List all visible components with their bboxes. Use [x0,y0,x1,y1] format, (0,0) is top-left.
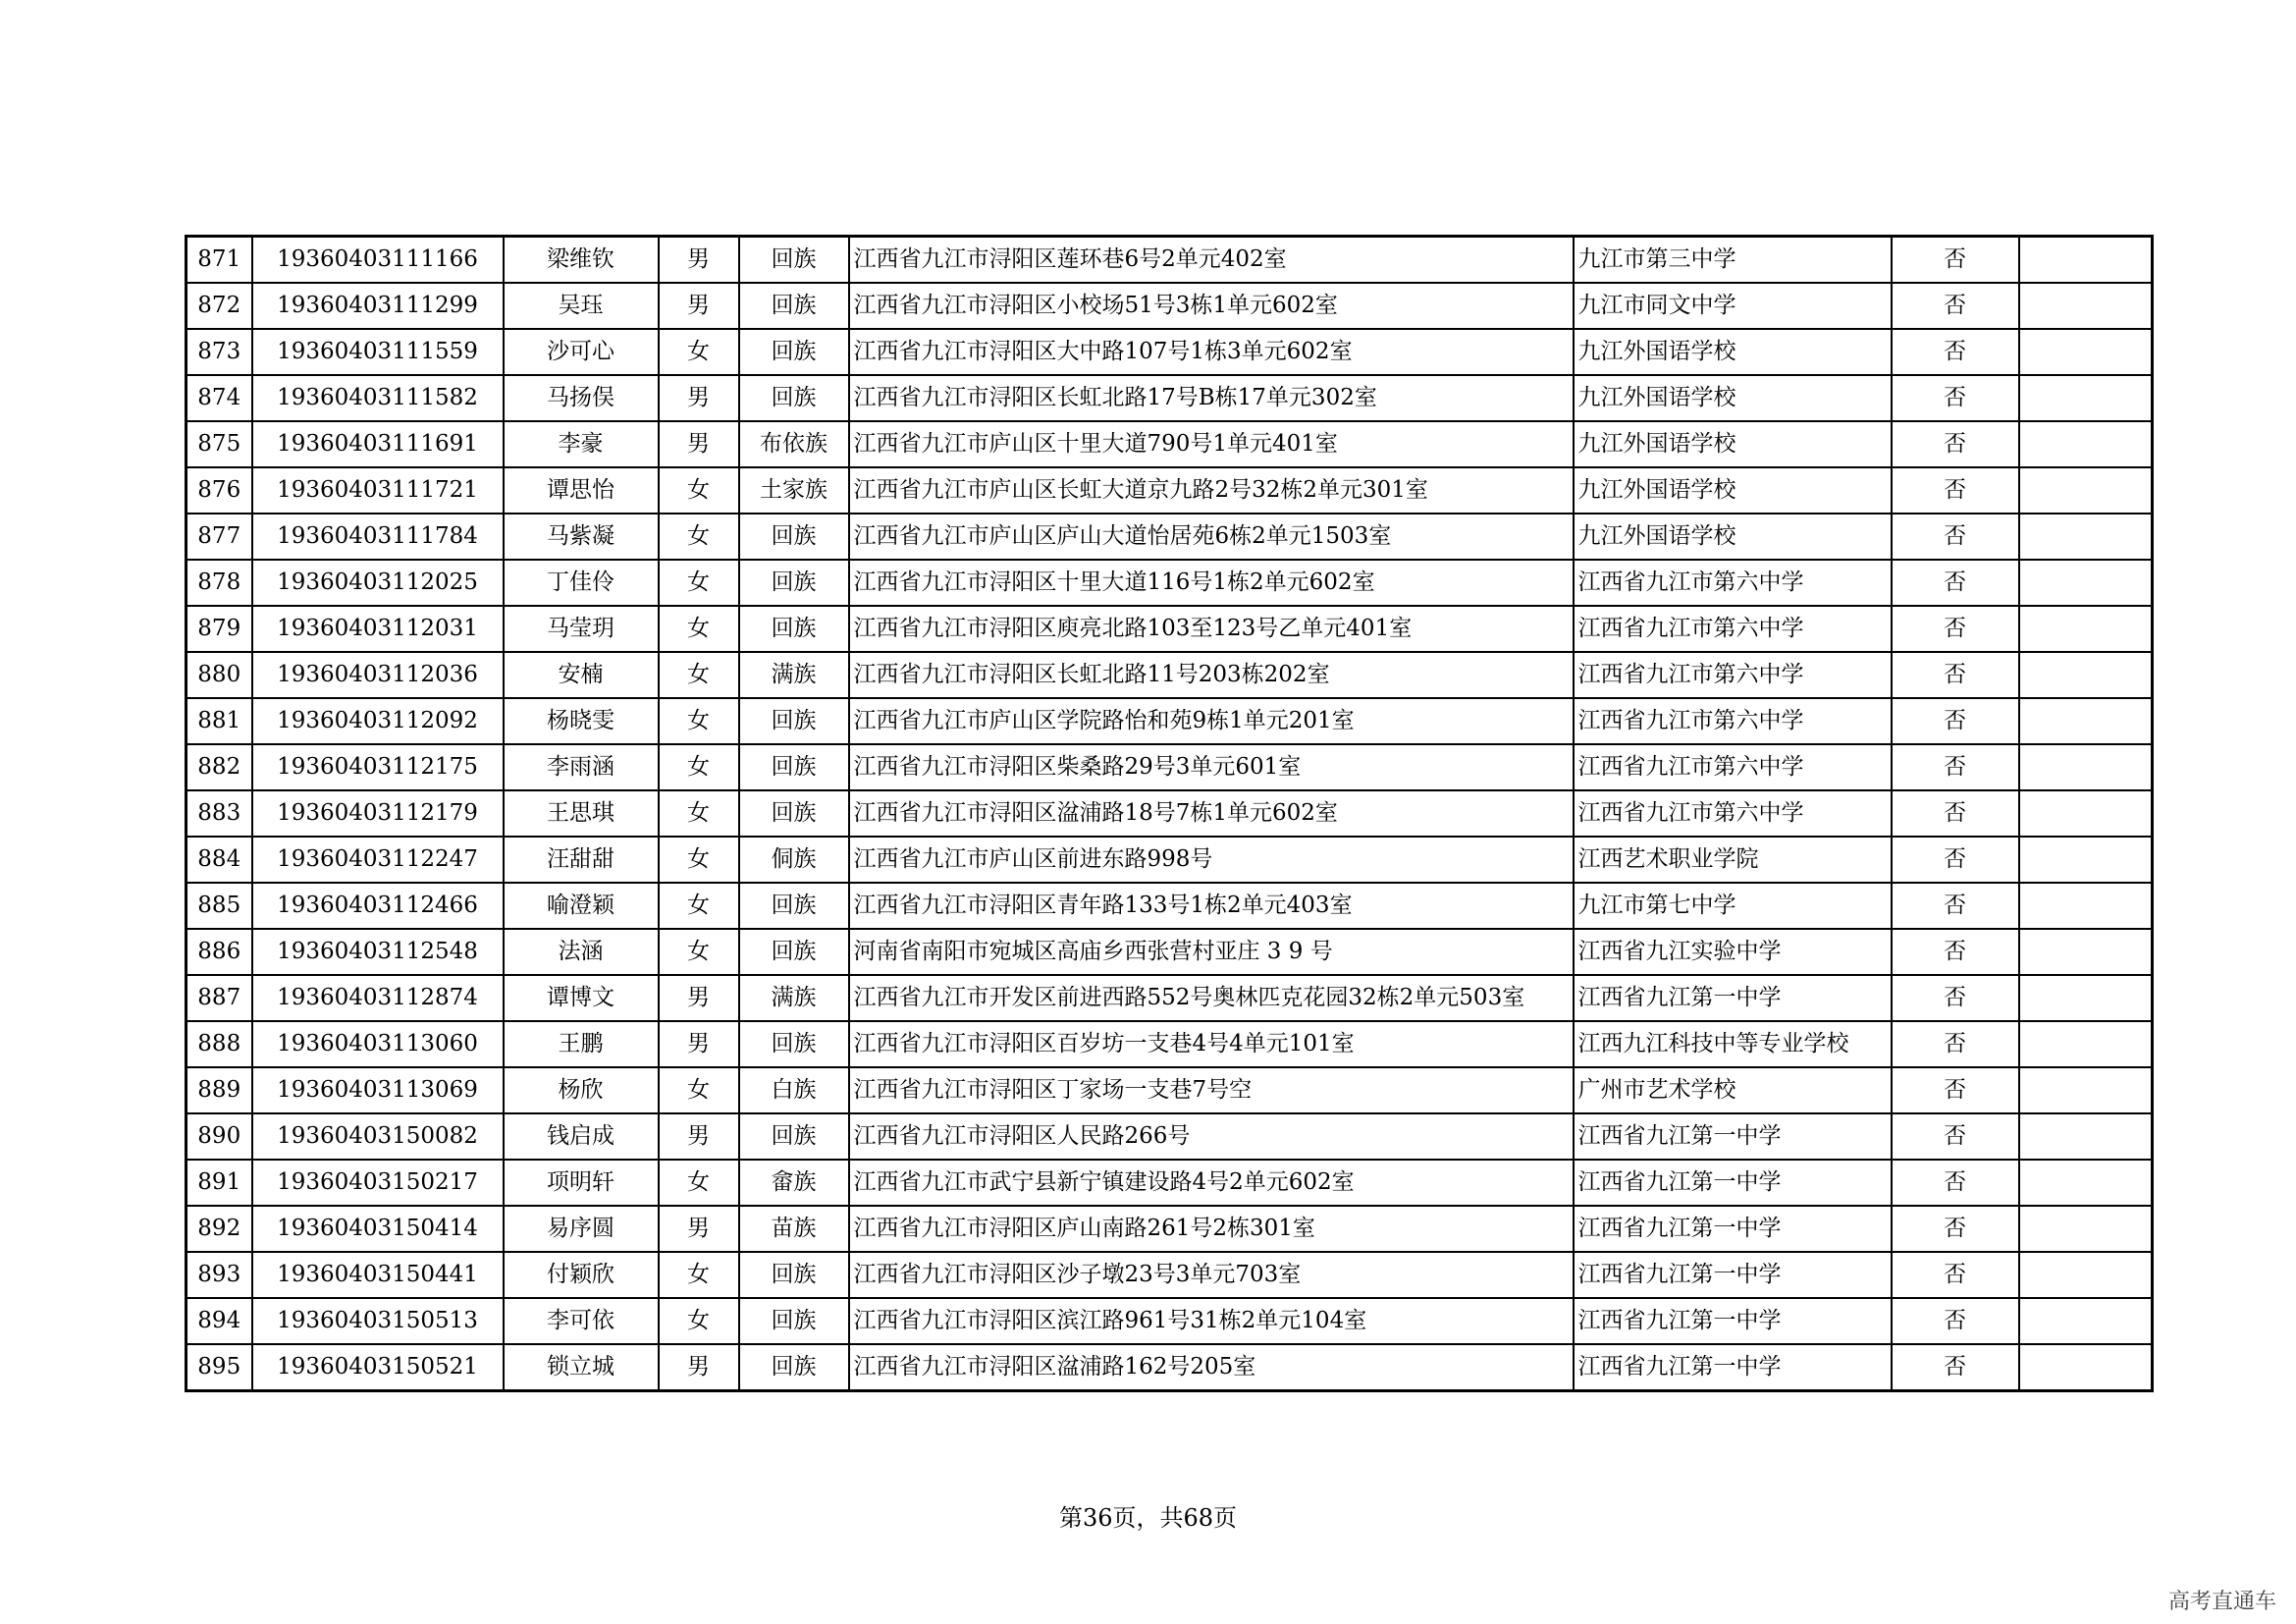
cell-ethnicity: 回族 [739,237,849,284]
cell-row-index: 893 [187,1252,252,1298]
cell-flag: 否 [1892,744,2019,790]
cell-exam-number: 19360403112874 [252,975,504,1021]
cell-flag: 否 [1892,1067,2019,1113]
cell-school: 九江外国语学校 [1574,375,1892,421]
cell-address: 江西省九江市浔阳区庐山南路261号2栋301室 [849,1206,1574,1252]
cell-name: 项明轩 [504,1160,659,1206]
cell-flag: 否 [1892,560,2019,606]
table-row [187,744,2153,790]
cell-remark [2019,929,2153,975]
cell-flag: 否 [1892,652,2019,698]
cell-name: 马扬俣 [504,375,659,421]
cell-name: 王思琪 [504,790,659,837]
cell-school: 江西省九江市第六中学 [1574,606,1892,652]
cell-address: 江西省九江市庐山区十里大道790号1单元401室 [849,421,1574,467]
cell-gender: 男 [659,1021,739,1067]
cell-school: 九江外国语学校 [1574,514,1892,560]
cell-address: 江西省九江市浔阳区湓浦路162号205室 [849,1344,1574,1391]
cell-exam-number: 19360403112036 [252,652,504,698]
cell-ethnicity: 回族 [739,1252,849,1298]
cell-exam-number: 19360403150414 [252,1206,504,1252]
cell-exam-number: 19360403112175 [252,744,504,790]
cell-flag: 否 [1892,929,2019,975]
cell-gender: 女 [659,837,739,883]
cell-name: 吴珏 [504,283,659,329]
cell-address: 江西省九江市浔阳区滨江路961号31栋2单元104室 [849,1298,1574,1344]
cell-row-index: 881 [187,698,252,744]
cell-gender: 男 [659,375,739,421]
watermark: 高考直通车 [2167,1590,2276,1614]
cell-flag: 否 [1892,790,2019,837]
table-row [187,1021,2153,1067]
cell-flag: 否 [1892,883,2019,929]
cell-row-index: 887 [187,975,252,1021]
cell-name: 李豪 [504,421,659,467]
cell-flag: 否 [1892,1344,2019,1391]
cell-flag: 否 [1892,837,2019,883]
cell-address: 江西省九江市浔阳区小校场51号3栋1单元602室 [849,283,1574,329]
cell-school: 九江外国语学校 [1574,421,1892,467]
cell-row-index: 886 [187,929,252,975]
cell-gender: 男 [659,1206,739,1252]
cell-row-index: 873 [187,329,252,375]
cell-remark [2019,283,2153,329]
cell-gender: 女 [659,790,739,837]
cell-ethnicity: 回族 [739,1021,849,1067]
cell-ethnicity: 侗族 [739,837,849,883]
page-number: 第36页，共68页 [1058,1504,1238,1532]
cell-ethnicity: 回族 [739,744,849,790]
cell-remark [2019,1113,2153,1160]
cell-exam-number: 19360403112031 [252,606,504,652]
cell-ethnicity: 布依族 [739,421,849,467]
cell-exam-number: 19360403112025 [252,560,504,606]
cell-name: 钱启成 [504,1113,659,1160]
cell-remark [2019,1298,2153,1344]
cell-remark [2019,790,2153,837]
cell-name: 李可依 [504,1298,659,1344]
cell-ethnicity: 回族 [739,606,849,652]
table-row [187,467,2153,514]
cell-gender: 男 [659,421,739,467]
cell-ethnicity: 回族 [739,883,849,929]
cell-exam-number: 19360403112247 [252,837,504,883]
cell-gender: 女 [659,744,739,790]
cell-remark [2019,421,2153,467]
cell-school: 江西省九江第一中学 [1574,1298,1892,1344]
cell-flag: 否 [1892,421,2019,467]
cell-address: 江西省九江市浔阳区庾亮北路103至123号乙单元401室 [849,606,1574,652]
cell-gender: 女 [659,606,739,652]
cell-remark [2019,375,2153,421]
cell-gender: 男 [659,1344,739,1391]
cell-row-index: 892 [187,1206,252,1252]
table-row [187,1252,2153,1298]
cell-name: 王鹏 [504,1021,659,1067]
cell-school: 江西省九江实验中学 [1574,929,1892,975]
cell-flag: 否 [1892,1021,2019,1067]
cell-gender: 男 [659,975,739,1021]
cell-name: 李雨涵 [504,744,659,790]
cell-address: 江西省九江市浔阳区十里大道116号1栋2单元602室 [849,560,1574,606]
cell-row-index: 876 [187,467,252,514]
cell-school: 九江市同文中学 [1574,283,1892,329]
cell-address: 江西省九江市浔阳区莲环巷6号2单元402室 [849,237,1574,284]
cell-row-index: 895 [187,1344,252,1391]
cell-remark [2019,883,2153,929]
cell-remark [2019,1206,2153,1252]
cell-row-index: 877 [187,514,252,560]
cell-ethnicity: 回族 [739,514,849,560]
cell-flag: 否 [1892,1206,2019,1252]
cell-name: 杨欣 [504,1067,659,1113]
cell-ethnicity: 满族 [739,652,849,698]
cell-flag: 否 [1892,237,2019,284]
cell-row-index: 890 [187,1113,252,1160]
cell-address: 江西省九江市庐山区学院路怡和苑9栋1单元201室 [849,698,1574,744]
cell-ethnicity: 苗族 [739,1206,849,1252]
cell-gender: 女 [659,329,739,375]
cell-ethnicity: 土家族 [739,467,849,514]
cell-row-index: 874 [187,375,252,421]
cell-exam-number: 19360403111582 [252,375,504,421]
cell-gender: 女 [659,698,739,744]
cell-exam-number: 19360403112179 [252,790,504,837]
cell-address: 江西省九江市浔阳区大中路107号1栋3单元602室 [849,329,1574,375]
cell-remark [2019,1160,2153,1206]
cell-gender: 女 [659,652,739,698]
cell-address: 江西省九江市武宁县新宁镇建设路4号2单元602室 [849,1160,1574,1206]
cell-school: 江西省九江市第六中学 [1574,560,1892,606]
cell-row-index: 883 [187,790,252,837]
table-row [187,790,2153,837]
table-row [187,421,2153,467]
table-row [187,698,2153,744]
cell-remark [2019,237,2153,284]
table-row [187,1160,2153,1206]
cell-exam-number: 19360403113069 [252,1067,504,1113]
cell-name: 马紫凝 [504,514,659,560]
cell-ethnicity: 回族 [739,929,849,975]
cell-ethnicity: 回族 [739,329,849,375]
cell-address: 江西省九江市庐山区庐山大道怡居苑6栋2单元1503室 [849,514,1574,560]
cell-flag: 否 [1892,283,2019,329]
cell-school: 江西省九江第一中学 [1574,1113,1892,1160]
cell-flag: 否 [1892,375,2019,421]
cell-remark [2019,1021,2153,1067]
cell-exam-number: 19360403112548 [252,929,504,975]
records-table [185,235,2154,1392]
table-row [187,652,2153,698]
cell-row-index: 880 [187,652,252,698]
cell-row-index: 889 [187,1067,252,1113]
cell-flag: 否 [1892,698,2019,744]
cell-school: 江西省九江市第六中学 [1574,698,1892,744]
cell-school: 江西省九江市第六中学 [1574,652,1892,698]
cell-exam-number: 19360403150513 [252,1298,504,1344]
cell-ethnicity: 回族 [739,790,849,837]
cell-remark [2019,698,2153,744]
cell-flag: 否 [1892,975,2019,1021]
cell-row-index: 885 [187,883,252,929]
cell-exam-number: 19360403112466 [252,883,504,929]
cell-exam-number: 19360403111559 [252,329,504,375]
cell-exam-number: 19360403111721 [252,467,504,514]
cell-remark [2019,837,2153,883]
cell-ethnicity: 满族 [739,975,849,1021]
cell-gender: 女 [659,514,739,560]
cell-ethnicity: 回族 [739,1298,849,1344]
cell-row-index: 879 [187,606,252,652]
cell-address: 江西省九江市浔阳区青年路133号1栋2单元403室 [849,883,1574,929]
cell-ethnicity: 回族 [739,698,849,744]
cell-address: 江西省九江市开发区前进西路552号奥林匹克花园32栋2单元503室 [849,975,1574,1021]
cell-school: 九江市第七中学 [1574,883,1892,929]
cell-flag: 否 [1892,1298,2019,1344]
cell-name: 杨晓雯 [504,698,659,744]
cell-name: 易序圆 [504,1206,659,1252]
cell-gender: 男 [659,1113,739,1160]
cell-name: 汪甜甜 [504,837,659,883]
cell-remark [2019,744,2153,790]
cell-school: 江西省九江第一中学 [1574,975,1892,1021]
cell-remark [2019,467,2153,514]
cell-school: 江西省九江市第六中学 [1574,744,1892,790]
cell-flag: 否 [1892,467,2019,514]
cell-remark [2019,560,2153,606]
cell-exam-number: 19360403150217 [252,1160,504,1206]
cell-exam-number: 19360403112092 [252,698,504,744]
cell-school: 江西省九江第一中学 [1574,1160,1892,1206]
cell-remark [2019,606,2153,652]
cell-address: 江西省九江市浔阳区人民路266号 [849,1113,1574,1160]
cell-address: 江西省九江市浔阳区百岁坊一支巷4号4单元101室 [849,1021,1574,1067]
cell-name: 锁立城 [504,1344,659,1391]
cell-exam-number: 19360403111691 [252,421,504,467]
cell-gender: 女 [659,883,739,929]
cell-flag: 否 [1892,1252,2019,1298]
cell-gender: 女 [659,929,739,975]
cell-ethnicity: 回族 [739,1344,849,1391]
table-row [187,514,2153,560]
cell-remark [2019,1067,2153,1113]
cell-row-index: 882 [187,744,252,790]
table-row [187,1206,2153,1252]
cell-gender: 女 [659,1252,739,1298]
cell-school: 江西省九江市第六中学 [1574,790,1892,837]
cell-flag: 否 [1892,1160,2019,1206]
cell-row-index: 871 [187,237,252,284]
cell-address: 江西省九江市浔阳区丁家场一支巷7号空 [849,1067,1574,1113]
cell-exam-number: 19360403113060 [252,1021,504,1067]
cell-address: 江西省九江市庐山区长虹大道京九路2号32栋2单元301室 [849,467,1574,514]
cell-address: 江西省九江市浔阳区湓浦路18号7栋1单元602室 [849,790,1574,837]
table-row [187,1298,2153,1344]
cell-flag: 否 [1892,329,2019,375]
cell-exam-number: 19360403150082 [252,1113,504,1160]
cell-school: 江西九江科技中等专业学校 [1574,1021,1892,1067]
cell-address: 江西省九江市浔阳区长虹北路17号B栋17单元302室 [849,375,1574,421]
cell-exam-number: 19360403111784 [252,514,504,560]
cell-ethnicity: 回族 [739,375,849,421]
cell-school: 广州市艺术学校 [1574,1067,1892,1113]
table-row [187,283,2153,329]
cell-address: 江西省九江市浔阳区长虹北路11号203栋202室 [849,652,1574,698]
cell-remark [2019,975,2153,1021]
cell-remark [2019,1344,2153,1391]
table-row [187,329,2153,375]
cell-name: 沙可心 [504,329,659,375]
cell-name: 梁维钦 [504,237,659,284]
cell-flag: 否 [1892,1113,2019,1160]
table-row [187,883,2153,929]
cell-school: 九江市第三中学 [1574,237,1892,284]
cell-name: 喻澄颖 [504,883,659,929]
cell-row-index: 872 [187,283,252,329]
cell-school: 九江外国语学校 [1574,467,1892,514]
cell-gender: 女 [659,1298,739,1344]
cell-name: 丁佳伶 [504,560,659,606]
cell-gender: 女 [659,467,739,514]
table-row [187,560,2153,606]
cell-school: 江西省九江第一中学 [1574,1344,1892,1391]
cell-name: 付颖欣 [504,1252,659,1298]
cell-row-index: 891 [187,1160,252,1206]
cell-school: 九江外国语学校 [1574,329,1892,375]
table-row [187,837,2153,883]
cell-remark [2019,1252,2153,1298]
table-row [187,606,2153,652]
cell-row-index: 888 [187,1021,252,1067]
cell-ethnicity: 白族 [739,1067,849,1113]
cell-name: 马莹玥 [504,606,659,652]
cell-ethnicity: 回族 [739,283,849,329]
cell-gender: 男 [659,283,739,329]
table-row [187,237,2153,284]
cell-address: 江西省九江市浔阳区柴桑路29号3单元601室 [849,744,1574,790]
cell-gender: 女 [659,1160,739,1206]
cell-address: 江西省九江市浔阳区沙子墩23号3单元703室 [849,1252,1574,1298]
cell-row-index: 884 [187,837,252,883]
table-row [187,975,2153,1021]
table-row [187,1344,2153,1391]
cell-row-index: 878 [187,560,252,606]
cell-exam-number: 19360403111299 [252,283,504,329]
cell-school: 江西省九江第一中学 [1574,1206,1892,1252]
cell-school: 江西省九江第一中学 [1574,1252,1892,1298]
cell-school: 江西艺术职业学院 [1574,837,1892,883]
cell-remark [2019,652,2153,698]
cell-gender: 女 [659,560,739,606]
cell-name: 谭博文 [504,975,659,1021]
cell-flag: 否 [1892,514,2019,560]
table-row [187,375,2153,421]
cell-ethnicity: 回族 [739,560,849,606]
cell-row-index: 875 [187,421,252,467]
table-row [187,1113,2153,1160]
cell-exam-number: 19360403150521 [252,1344,504,1391]
cell-remark [2019,329,2153,375]
cell-name: 谭思怡 [504,467,659,514]
cell-gender: 女 [659,1067,739,1113]
cell-ethnicity: 畲族 [739,1160,849,1206]
table-row [187,929,2153,975]
cell-address: 江西省九江市庐山区前进东路998号 [849,837,1574,883]
cell-exam-number: 19360403111166 [252,237,504,284]
cell-remark [2019,514,2153,560]
cell-exam-number: 19360403150441 [252,1252,504,1298]
cell-flag: 否 [1892,606,2019,652]
table-row [187,1067,2153,1113]
cell-row-index: 894 [187,1298,252,1344]
cell-ethnicity: 回族 [739,1113,849,1160]
cell-address: 河南省南阳市宛城区高庙乡西张营村亚庄 3 9 号 [849,929,1574,975]
cell-gender: 男 [659,237,739,284]
cell-name: 安楠 [504,652,659,698]
cell-name: 法涵 [504,929,659,975]
records-body [187,237,2153,1391]
